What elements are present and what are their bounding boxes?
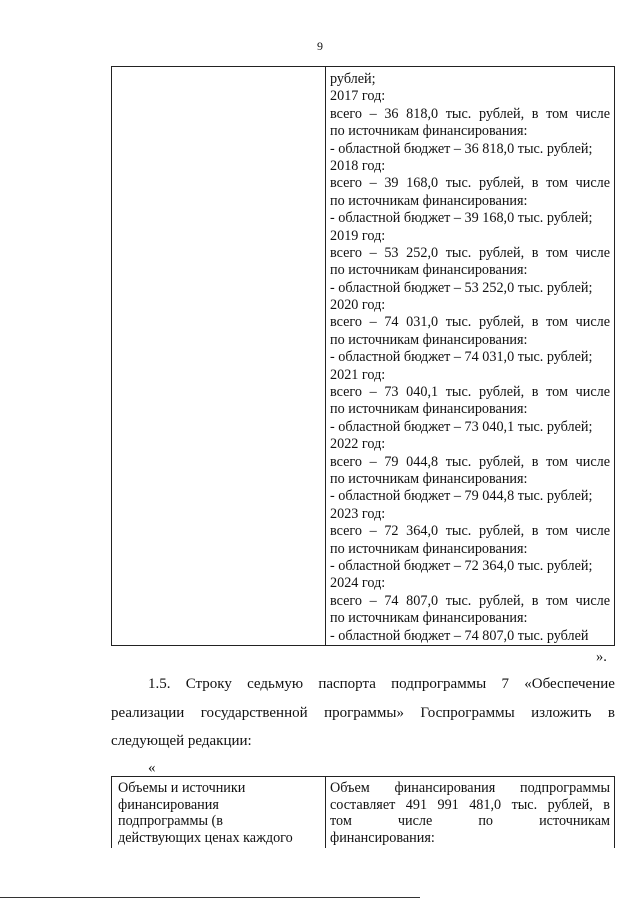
column-divider [325,777,326,848]
text-line: - областной бюджет – 74 807,0 тыс. рублей [330,627,589,644]
text-line: рублей; [330,71,376,87]
text-line: финансирования: [330,829,435,846]
text-line: 2018 год: [330,157,386,174]
text-line: по источникам финансирования: [330,470,528,487]
text-line: по источникам финансирования: [330,123,528,140]
text-line: всего – 39 168,0 тыс. рублей, в том числе [330,175,610,192]
text-line: всего – 74 807,0 тыс. рублей, в том числе [330,592,610,609]
text-line: по источникам финансирования: [330,331,528,348]
text-line: - областной бюджет – 53 252,0 тыс. рублей; [330,279,593,296]
text-line: - областной бюджет – 79 044,8 тыс. рублей; [330,488,593,505]
text-line: по источникам финансирования: [330,540,528,557]
text-line: 2024 год: [330,575,386,592]
paragraph-line: 1.5. Строку седьмую паспорта подпрограммы 7 «Обеспечение [148,676,615,692]
funding-label-cell [118,780,318,846]
text-line: - областной бюджет – 39 168,0 тыс. рублей; [330,210,593,227]
text-line: всего – 79 044,8 тыс. рублей, в том числе [330,453,610,470]
text-line: всего – 73 040,1 тыс. рублей, в том числе [330,384,610,401]
text-line: - областной бюджет – 36 818,0 тыс. рублей; [330,140,593,157]
text-line: - областной бюджет – 73 040,1 тыс. рублей; [330,418,593,435]
text-line: 2022 год: [330,436,386,453]
text-line: 2023 год: [330,505,386,522]
text-line: по источникам финансирования: [330,262,528,279]
text-line: всего – 36 818,0 тыс. рублей, в том числе [330,105,610,122]
text-line: по источникам финансирования: [330,192,528,209]
text-line: всего – 53 252,0 тыс. рублей, в том числе [330,244,610,261]
text-line: - областной бюджет – 72 364,0 тыс. рублей; [330,557,593,574]
funding-table-continued [111,66,615,646]
text-line: по источникам финансирования: [330,401,528,418]
funding-value-cell [330,780,610,846]
text-line: Объемы и источники [118,780,246,796]
closing-quote: ». [596,649,607,665]
text-line: по источникам финансирования: [330,610,528,627]
text-line: действующих ценах каждого [118,829,293,846]
column-divider [325,67,326,645]
text-line: Объем финансирования подпрограммы [330,780,610,796]
funding-table-new [111,776,615,848]
page-number: 9 [317,39,323,53]
opening-quote: « [148,760,156,776]
text-line: 2017 год: [330,88,386,105]
paragraph-line: следующей редакции: [111,733,252,749]
paragraph-line: реализации государственной программы» Госпрограммы изложить в [111,705,615,721]
text-line: всего – 72 364,0 тыс. рублей, в том числе [330,523,610,540]
text-line: 2020 год: [330,297,386,314]
text-line: том числе по источникам [330,813,610,830]
text-line: - областной бюджет – 74 031,0 тыс. рублей; [330,349,593,366]
funding-details-cell [330,71,610,645]
text-line: составляет 491 991 481,0 тыс. рублей, в [330,796,610,813]
text-line: 2021 год: [330,366,386,383]
footer-rule [0,897,420,898]
text-line: финансирования [118,796,219,813]
text-line: подпрограммы (в [118,813,223,830]
text-line: всего – 74 031,0 тыс. рублей, в том числе [330,314,610,331]
text-line: 2019 год: [330,227,386,244]
